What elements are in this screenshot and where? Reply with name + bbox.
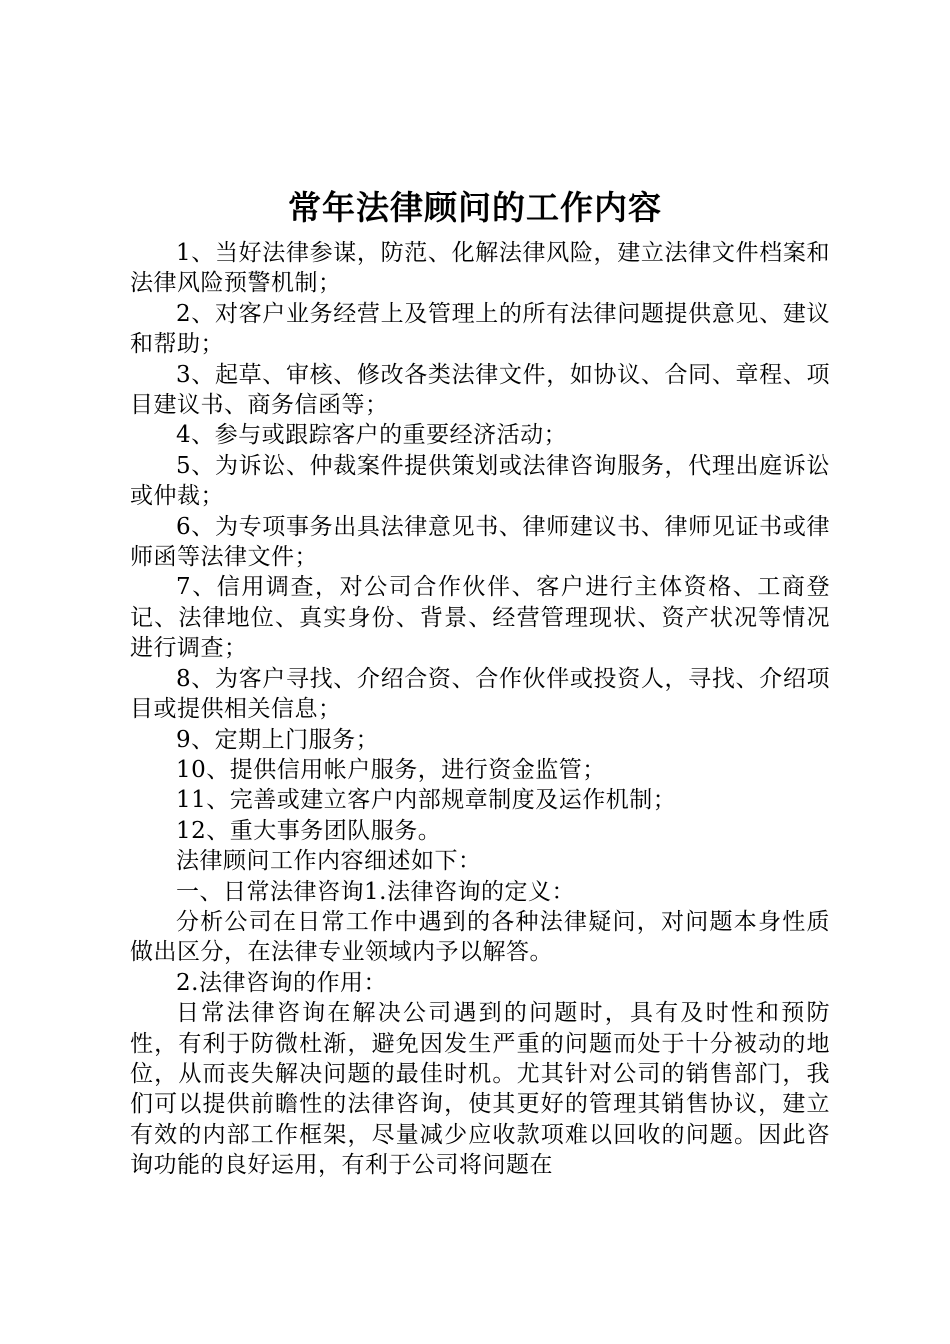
paragraph: 5、为诉讼、仲裁案件提供策划或法律咨询服务，代理出庭诉讼或仲裁； xyxy=(130,452,830,510)
paragraph: 日常法律咨询在解决公司遇到的问题时，具有及时性和预防性，有利于防微杜渐，避免因发生严重的问题而处于十分被动的地位，从而丧失解决问题的最佳时机。尤其针对公司的销售部门，我们可以提供前瞻性的法律咨询，使其更好的管理其销售协议，建立有效的内部工作框架，尽量减少应收款项难以回收的问题。因此咨询功能的良好运用，有利于公司将问题在 xyxy=(130,1000,830,1179)
paragraph: 法律顾问工作内容细述如下： xyxy=(176,848,482,875)
paragraph: 7、信用调查，对公司合作伙伴、客户进行主体资格、工商登记、法律地位、真实身份、背景、经营管理现状、资产状况等情况进行调查； xyxy=(130,574,830,662)
paragraph: 12、重大事务团队服务。 xyxy=(176,817,442,844)
paragraph: 11、完善或建立客户内部规章制度及运作机制； xyxy=(176,787,677,814)
paragraph: 1、当好法律参谋，防范、化解法律风险，建立法律文件档案和法律风险预警机制； xyxy=(130,240,830,297)
paragraph: 3、起草、审核、修改各类法律文件，如协议、合同、章程、项目建议书、商务信函等； xyxy=(130,361,830,419)
paragraph: 2、对客户业务经营上及管理上的所有法律问题提供意见、建议和帮助； xyxy=(130,300,830,358)
section-heading: 2.法律咨询的作用： xyxy=(176,969,387,996)
paragraph: 8、为客户寻找、介绍合资、合作伙伴或投资人，寻找、介绍项目或提供相关信息； xyxy=(130,665,830,723)
paragraph: 9、定期上门服务； xyxy=(176,726,380,753)
paragraph: 6、为专项事务出具法律意见书、律师建议书、律师见证书或律师函等法律文件； xyxy=(130,513,830,571)
paragraph: 4、参与或跟踪客户的重要经济活动； xyxy=(176,422,568,449)
paragraph: 10、提供信用帐户服务，进行资金监管； xyxy=(176,756,606,783)
paragraph: 分析公司在日常工作中遇到的各种法律疑问，对问题本身性质做出区分，在法律专业领域内予以解答。 xyxy=(130,908,830,966)
document-body xyxy=(130,238,830,1181)
section-heading: 一、日常法律咨询1.法律咨询的定义： xyxy=(176,878,575,905)
document-title: 常年法律顾问的工作内容 xyxy=(288,188,662,227)
